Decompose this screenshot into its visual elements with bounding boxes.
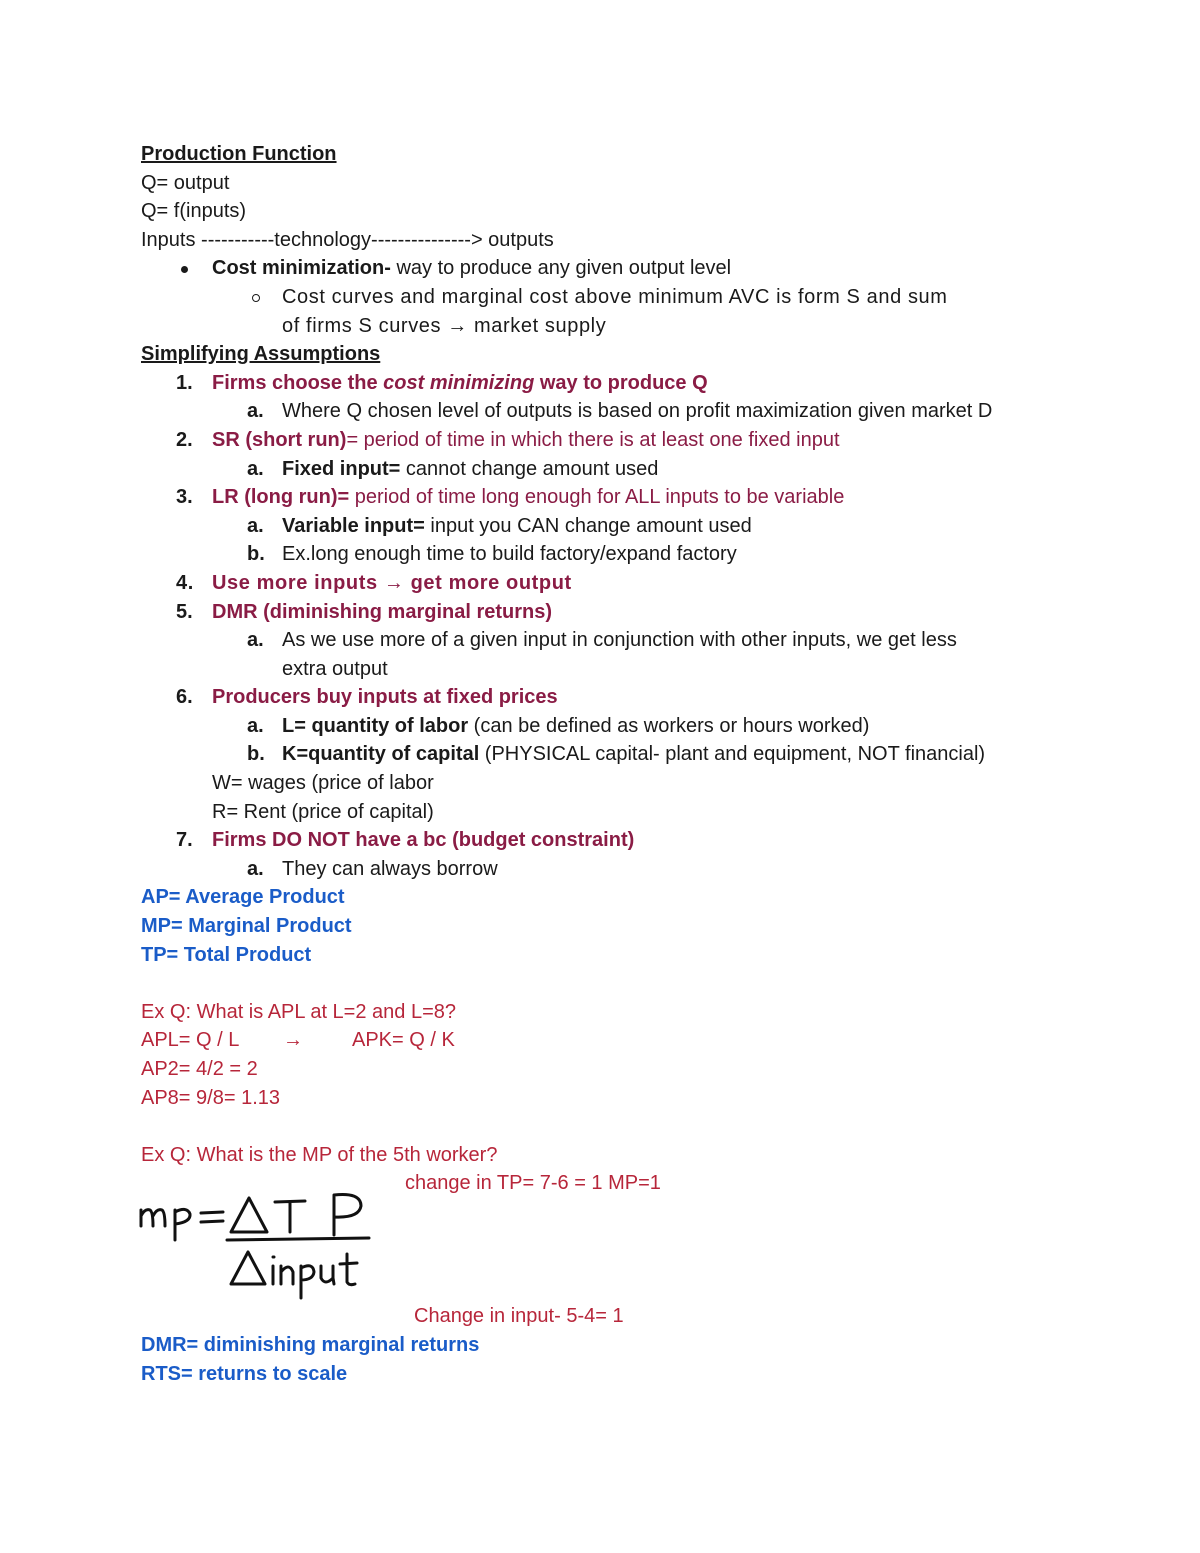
example-1-ap2: AP2= 4/2 = 2 [141, 1058, 258, 1080]
item-3b-text: Ex.long enough time to build factory/expand factory [282, 543, 737, 566]
bullet-text: way to produce any given output level [390, 257, 732, 280]
def-average-product: AP= Average Product [141, 886, 345, 909]
list-number: 7. [176, 829, 193, 852]
item-3-text: period of time long enough for ALL inputs to be variable [349, 486, 845, 509]
example-1-ap8: AP8= 9/8= 1.13 [141, 1086, 281, 1109]
item-5 [141, 598, 1071, 627]
item-4-text: Use more inputs → get more output [212, 571, 572, 594]
item-3a [141, 512, 1071, 541]
item-6 [141, 683, 1071, 712]
arrow-icon: → [283, 1029, 303, 1052]
item-1-italic: cost minimizing [383, 371, 535, 394]
item-6b-text: (PHYSICAL capital- plant and equipment, NOT financial) [479, 743, 986, 766]
item-3-bold: LR (long run)= [212, 486, 350, 509]
item-5a [141, 626, 1071, 655]
item-7 [141, 826, 1071, 855]
item-4 [141, 569, 1071, 598]
item-1-pre: Firms choose the [212, 371, 384, 394]
document-body [141, 140, 1071, 1198]
list-letter: b. [247, 543, 265, 566]
item-2-text: = period of time in which there is at least one fixed input [346, 428, 840, 451]
item-3a-bold: Variable input= [282, 514, 425, 537]
list-letter: a. [247, 629, 264, 652]
item-7-text: Firms DO NOT have a bc (budget constraint) [212, 829, 635, 852]
item-2a [141, 455, 1071, 484]
item-7a [141, 855, 1071, 884]
def-rts: RTS= returns to scale [141, 1363, 348, 1385]
apl-formula: APL= Q / L [141, 1029, 240, 1052]
q-function-line: Q= f(inputs) [141, 200, 247, 223]
inputs-technology-line: Inputs -----------technology---------------> outputs [141, 228, 554, 251]
item-6a [141, 712, 1071, 741]
item-3b [141, 540, 1071, 569]
sub-bullet-line-2: of firms S curves → market supply [282, 314, 607, 337]
item-1a-text: Where Q chosen level of outputs is based on profit maximization given market D [282, 400, 993, 423]
handwritten-mp-formula [135, 1180, 375, 1305]
list-number: 3. [176, 486, 193, 509]
item-1-post: way to produce Q [534, 371, 708, 394]
item-6b-bold: K=quantity of capital [282, 743, 480, 766]
hollow-bullet-icon [252, 294, 260, 302]
q-output-line: Q= output [141, 171, 230, 194]
list-number: 2. [176, 428, 193, 451]
item-7a-text: They can always borrow [282, 857, 498, 880]
item-6b [141, 740, 1071, 769]
item-3 [141, 483, 1071, 512]
list-letter: a. [247, 514, 264, 537]
list-number: 6. [176, 686, 193, 709]
change-in-input: Change in input- 5-4= 1 [414, 1305, 624, 1327]
item-1 [141, 369, 1071, 398]
item-2a-bold: Fixed input= [282, 457, 401, 480]
def-total-product: TP= Total Product [141, 943, 312, 966]
item-1a [141, 397, 1071, 426]
wages-line: W= wages (price of labor [212, 772, 434, 795]
example-1-question: Ex Q: What is APL at L=2 and L=8? [141, 1000, 457, 1023]
sub-bullet-text-1: Cost curves and marginal cost above minimum AVC is form S and sum [282, 285, 948, 308]
bullet-bold: Cost minimization- [212, 257, 391, 280]
item-5a-text-1: As we use more of a given input in conjunction with other inputs, we get less [282, 629, 957, 652]
list-letter: a. [247, 400, 264, 423]
heading-production-function: Production Function [141, 143, 337, 165]
item-2-bold: SR (short run) [212, 428, 347, 451]
change-in-tp: change in TP= 7-6 = 1 MP=1 [405, 1172, 661, 1195]
def-marginal-product: MP= Marginal Product [141, 915, 352, 938]
item-2a-text: cannot change amount used [400, 457, 659, 480]
item-5-text: DMR (diminishing marginal returns) [212, 600, 553, 623]
item-3a-text: input you CAN change amount used [424, 514, 752, 537]
list-letter: b. [247, 743, 265, 766]
list-number: 1. [176, 371, 193, 394]
example-2-question: Ex Q: What is the MP of the 5th worker? [141, 1143, 498, 1166]
def-dmr: DMR= diminishing marginal returns [141, 1334, 480, 1356]
rent-line: R= Rent (price of capital) [212, 800, 434, 823]
list-number: 4. [176, 571, 194, 594]
item-2 [141, 426, 1071, 455]
list-letter: a. [247, 714, 264, 737]
heading-simplifying-assumptions: Simplifying Assumptions [141, 343, 381, 366]
apk-formula: APK= Q / K [352, 1029, 455, 1052]
list-letter: a. [247, 457, 264, 480]
item-6-text: Producers buy inputs at fixed prices [212, 686, 558, 709]
item-5a-cont: extra output [282, 657, 388, 680]
bullet-cost-minimization [141, 254, 1071, 283]
item-6a-text: (can be defined as workers or hours worked) [468, 714, 870, 737]
list-number: 5. [176, 600, 193, 623]
bullet-dot-icon [181, 266, 188, 273]
sub-bullet-line-1 [141, 283, 1071, 312]
item-6a-bold: L= quantity of labor [282, 714, 469, 737]
list-letter: a. [247, 857, 264, 880]
example-1-apl-apk [141, 1026, 1071, 1055]
